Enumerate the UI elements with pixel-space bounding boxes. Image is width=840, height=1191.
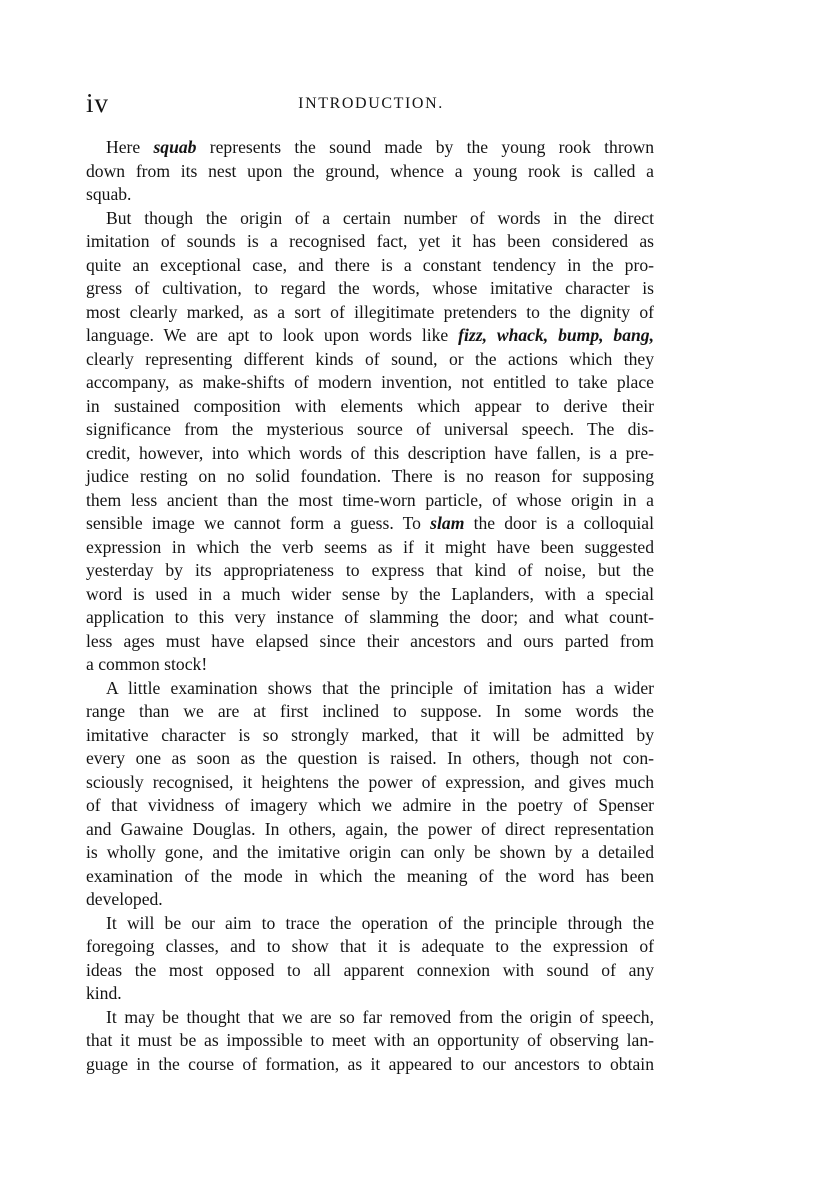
text-line (86, 818, 654, 842)
text-line (86, 771, 654, 795)
text-segment: every one as soon as the question is raised. In others, though not con- (86, 748, 654, 768)
text-segment: Here (106, 137, 154, 157)
text-segment: developed. (86, 889, 163, 909)
text-segment: yesterday by its appropriateness to express that kind of noise, but the (86, 560, 654, 580)
text-line (86, 724, 654, 748)
text-segment: and Gawaine Douglas. In others, again, the power of direct representation (86, 818, 654, 839)
text-segment: the door is a colloquial (464, 513, 654, 533)
text-segment: A little examination shows that the principle of imitation has a wider (106, 677, 654, 698)
text-line (86, 301, 654, 325)
text-line (86, 912, 654, 936)
text-line (86, 442, 654, 466)
text-line (86, 865, 654, 889)
text-line (86, 136, 654, 160)
text-segment: examination of the mode in which the meaning of the word has been (86, 865, 654, 886)
text-segment: them less ancient than the most time-worn particle, of whose origin in a (86, 489, 654, 510)
text-segment: foregoing classes, and to show that it is adequate to the expression of (86, 936, 654, 956)
text-segment: expression in which the verb seems as if it might have been suggested (86, 536, 654, 557)
text-line (86, 371, 654, 395)
page-number: iv (86, 88, 110, 118)
running-title: INTRODUCTION. (298, 95, 444, 112)
text-segment: sciously recognised, it heightens the power of expression, and gives much (86, 771, 654, 792)
text-line (86, 512, 654, 536)
text-line (86, 230, 654, 254)
emphasized-word: slam (430, 513, 465, 533)
text-line (86, 324, 654, 348)
text-line (86, 348, 654, 372)
text-line (86, 559, 654, 583)
text-segment: application to this very instance of slamming the door; and what count- (86, 607, 654, 627)
text-segment: less ages must have elapsed since their ancestors and ours parted from (86, 630, 654, 651)
text-segment: gress of cultivation, to regard the words, whose imitative character is (86, 278, 654, 298)
text-segment: imitative character is so strongly marked, that it will be admitted by (86, 724, 654, 745)
text-line (86, 536, 654, 560)
text-line (86, 277, 654, 301)
text-segment: most clearly marked, as a sort of illegitimate pretenders to the dignity of (86, 301, 654, 322)
text-line (86, 395, 654, 419)
text-segment: It may be thought that we are so far removed from the origin of speech, (106, 1006, 654, 1027)
text-line (86, 418, 654, 442)
text-segment: clearly representing different kinds of sound, or the actions which they (86, 348, 654, 369)
text-line (86, 160, 654, 184)
text-line (86, 982, 654, 1006)
text-line (86, 841, 654, 865)
text-segment: It will be our aim to trace the operation of the principle through the (106, 912, 654, 933)
text-segment: kind. (86, 983, 122, 1003)
emphasized-word: fizz, whack, bump, bang, (458, 325, 654, 345)
text-segment: ideas the most opposed to all apparent connexion with sound of any (86, 959, 654, 980)
text-line (86, 794, 654, 818)
text-segment: squab. (86, 184, 132, 204)
text-segment: word is used in a much wider sense by the Laplanders, with a special (86, 583, 654, 604)
text-line (86, 653, 654, 677)
text-segment: language. We are apt to look upon words like (86, 325, 459, 345)
text-segment: sensible image we cannot form a guess. To (86, 513, 431, 533)
text-segment: range than we are at first inclined to suppose. In some words the (86, 701, 654, 721)
text-line (86, 1053, 654, 1077)
text-segment: imitation of sounds is a recognised fact, yet it has been considered as (86, 231, 654, 251)
text-segment: is wholly gone, and the imitative origin can only be shown by a detailed (86, 842, 654, 862)
text-line (86, 489, 654, 513)
text-segment: a common stock! (86, 654, 208, 674)
text-line (86, 959, 654, 983)
text-line (86, 747, 654, 771)
body-text (86, 136, 654, 1076)
text-segment: judice resting on no solid foundation. There is no reason for supposing (86, 466, 654, 486)
text-line (86, 254, 654, 278)
text-line (86, 888, 654, 912)
text-line (86, 583, 654, 607)
text-segment: But though the origin of a certain number of words in the direct (106, 207, 654, 228)
text-line (86, 183, 654, 207)
text-line (86, 1029, 654, 1053)
text-segment: represents the sound made by the young rook thrown (196, 137, 654, 157)
emphasized-word: squab (153, 137, 197, 157)
text-segment: accompany, as make-shifts of modern invention, not entitled to take place (86, 372, 654, 392)
text-line (86, 465, 654, 489)
text-segment: of that vividness of imagery which we admire in the poetry of Spenser (86, 795, 654, 815)
text-segment: guage in the course of formation, as it appeared to our ancestors to obtain (86, 1053, 654, 1074)
text-line (86, 700, 654, 724)
text-segment: that it must be as impossible to meet with an opportunity of observing lan- (86, 1030, 654, 1050)
text-line (86, 630, 654, 654)
text-segment: down from its nest upon the ground, whence a young rook is called a (86, 160, 654, 181)
text-line (86, 935, 654, 959)
text-segment: quite an exceptional case, and there is a constant tendency in the pro- (86, 254, 654, 275)
text-segment: in sustained composition with elements which appear to derive their (86, 395, 654, 416)
text-segment: significance from the mysterious source of universal speech. The dis- (86, 419, 654, 439)
text-segment: credit, however, into which words of this description have fallen, is a pre- (86, 442, 654, 463)
text-line (86, 207, 654, 231)
text-line (86, 1006, 654, 1030)
text-line (86, 606, 654, 630)
page-header (86, 88, 656, 122)
text-line (86, 677, 654, 701)
